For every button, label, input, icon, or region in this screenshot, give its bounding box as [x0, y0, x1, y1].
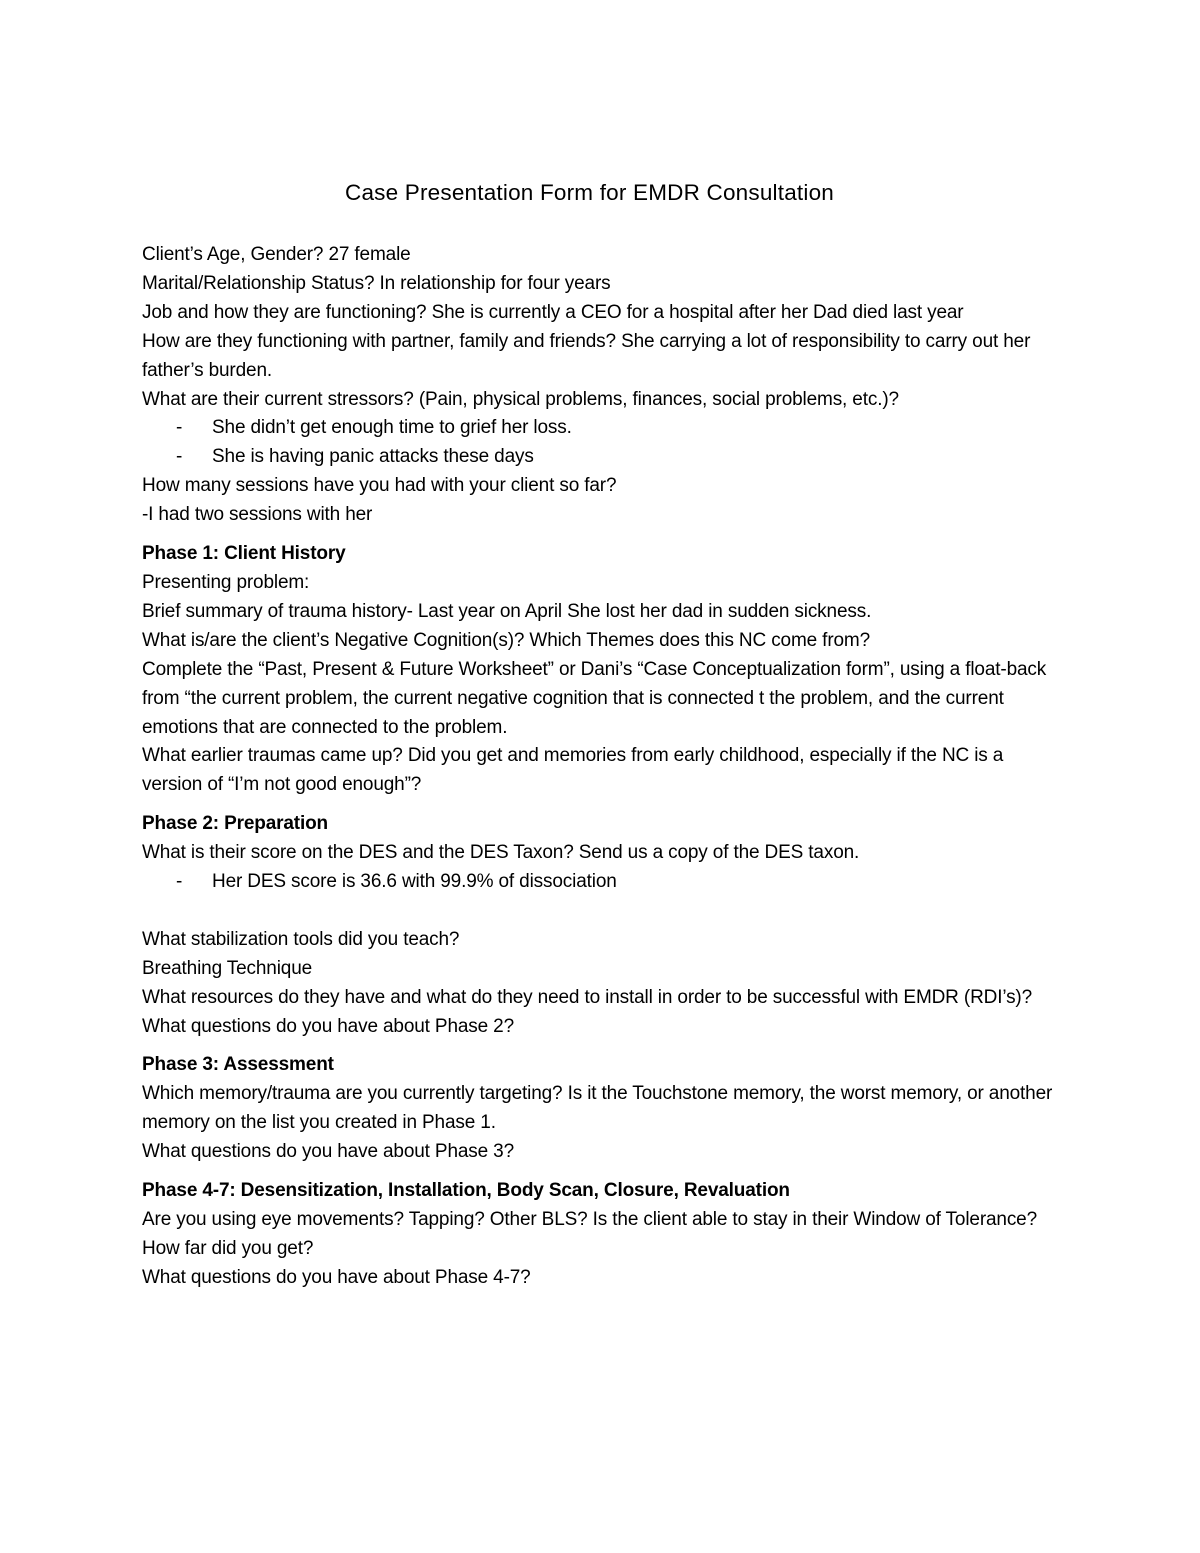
- phase2-line: What resources do they have and what do they need to install in order to be successful with EMDR (RDI’s)?: [142, 986, 1033, 1008]
- bullet-dash: -: [176, 446, 183, 468]
- phase2-line: What questions do you have about Phase 2?: [142, 1015, 515, 1037]
- des-score-bullet-item: [142, 868, 1067, 897]
- phase4-7-line: Are you using eye movements? Tapping? Other BLS? Is the client able to stay in their Window of Tolerance?: [142, 1208, 1038, 1230]
- job-functioning-line: Job and how they are functioning? She is currently a CEO for a hospital after her Dad died last year: [142, 301, 964, 323]
- client-age-gender-line: Client’s Age, Gender? 27 female: [142, 244, 411, 265]
- phase2-line: Breathing Technique: [142, 957, 313, 979]
- document-body: [142, 178, 1067, 1293]
- phase1-line: What earlier traumas came up? Did you get and memories from early childhood, especially if the NC is a version of “I’m not good enough”?: [142, 745, 1004, 796]
- phase4-7-line: How far did you get?: [142, 1237, 314, 1259]
- phase1-line: Brief summary of trauma history- Last year on April She lost her dad in sudden sickness.: [142, 600, 872, 622]
- phase1-line: Complete the “Past, Present & Future Worksheet” or Dani’s “Case Conceptualization form”, using a float-back from “the current problem, the current negative cognition that is connected t the problem, and the current emotions that are connected to the problem.: [142, 658, 1047, 738]
- sessions-answer-line: -I had two sessions with her: [142, 504, 373, 526]
- phase3-line: Which memory/trauma are you currently targeting? Is it the Touchstone memory, the worst memory, or another memory on the list you created in Phase 1.: [142, 1083, 1053, 1134]
- stressor-bullet-text: She didn’t get enough time to grief her loss.: [212, 417, 572, 439]
- stressor-bullet-item: [142, 443, 1067, 472]
- phase1-heading: Phase 1: Client History: [142, 543, 346, 565]
- stressor-bullet-item: [142, 414, 1067, 443]
- social-functioning-line: How are they functioning with partner, family and friends? She carrying a lot of responsibility to carry out her father’s burden.: [142, 330, 1031, 381]
- phase4-7-heading: Phase 4-7: Desensitization, Installation, Body Scan, Closure, Revaluation: [142, 1180, 790, 1202]
- phase2-line: What stabilization tools did you teach?: [142, 928, 460, 950]
- current-stressors-line: What are their current stressors? (Pain, physical problems, finances, social problems, etc.)?: [142, 388, 899, 410]
- phase1-line: Presenting problem:: [142, 571, 310, 593]
- bullet-dash: -: [176, 417, 183, 439]
- relationship-status-line: Marital/Relationship Status? In relationship for four years: [142, 272, 611, 294]
- phase3-heading: Phase 3: Assessment: [142, 1054, 334, 1076]
- phase2-question-line: What is their score on the DES and the DES Taxon? Send us a copy of the DES taxon.: [142, 842, 860, 864]
- phase2-heading: Phase 2: Preparation: [142, 813, 329, 835]
- phase3-line: What questions do you have about Phase 3?: [142, 1141, 515, 1163]
- des-score-bullet-text: Her DES score is 36.6 with 99.9% of dissociation: [212, 871, 617, 893]
- bullet-dash: -: [176, 871, 183, 893]
- document-title: Case Presentation Form for EMDR Consultation: [345, 180, 834, 205]
- phase1-line: What is/are the client’s Negative Cognition(s)? Which Themes does this NC come from?: [142, 629, 871, 651]
- phase4-7-line: What questions do you have about Phase 4-7?: [142, 1266, 531, 1288]
- sessions-question-line: How many sessions have you had with your client so far?: [142, 475, 617, 497]
- stressor-bullet-text: She is having panic attacks these days: [212, 446, 534, 468]
